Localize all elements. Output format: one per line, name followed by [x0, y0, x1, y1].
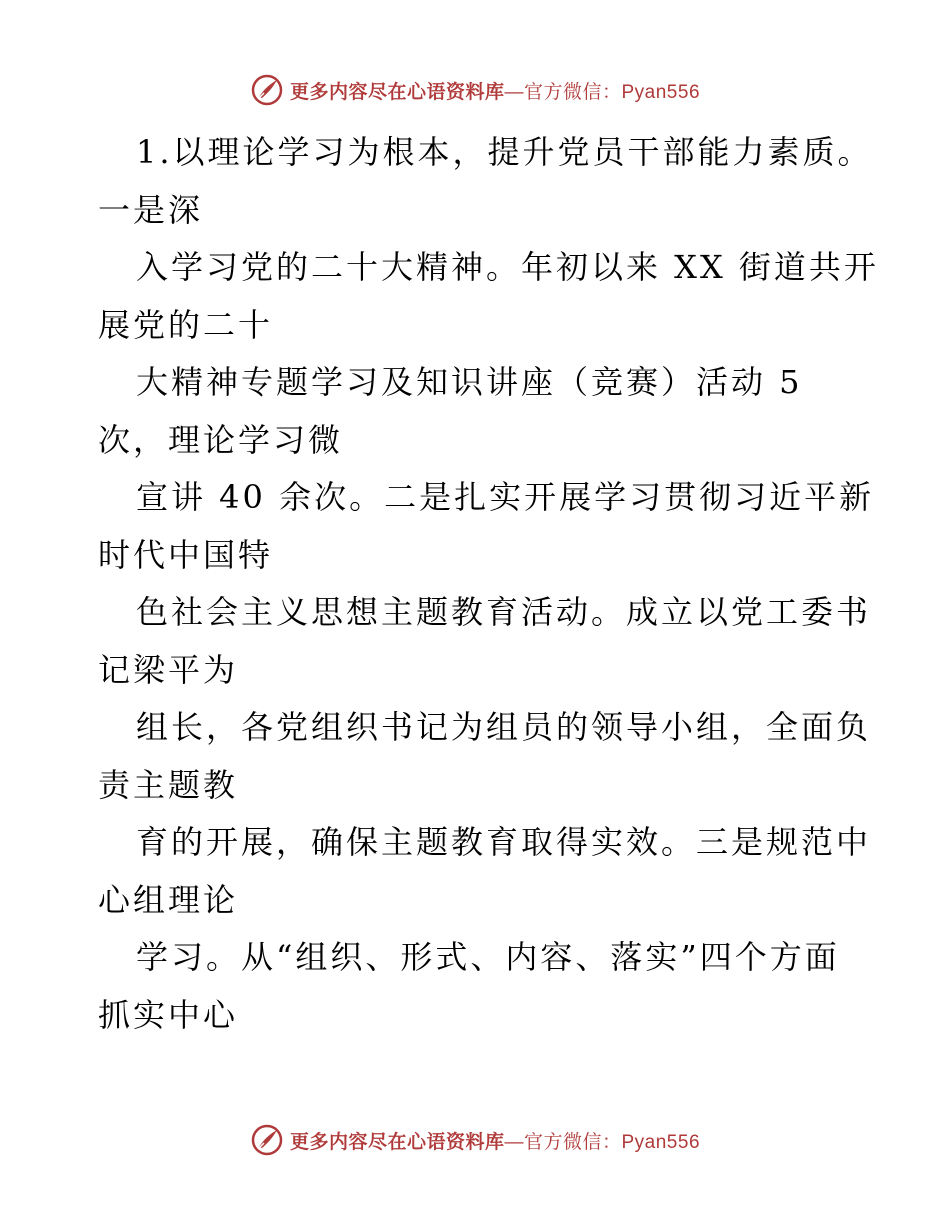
body-line: 一是深 — [98, 190, 204, 229]
feather-pen-icon — [250, 73, 284, 107]
body-line: 记梁平为 — [98, 650, 239, 689]
body-line: 抓实中心 — [98, 995, 239, 1034]
body-line: 组长，各党组织书记为组员的领导小组，全面负 — [136, 708, 872, 746]
body-line: 宣讲 40 余次。二是扎实开展学习贯彻习近平新 — [136, 478, 875, 516]
body-line: 展党的二十 — [98, 305, 274, 344]
body-line: 1.以理论学习为根本，提升党员干部能力素质。 — [136, 133, 873, 171]
body-line: 时代中国特 — [98, 535, 274, 574]
watermark-contact: —官方微信：Pyan556 — [504, 1131, 701, 1153]
watermark-brand: 更多内容尽在心语资料库 — [289, 80, 505, 103]
body-line: 学习。从“组织、形式、内容、落实”四个方面 — [136, 938, 840, 976]
body-line: 心组理论 — [98, 880, 239, 919]
body-line: 次，理论学习微 — [98, 420, 344, 459]
body-line: 入学习党的二十大精神。年初以来 XX 街道共开 — [136, 248, 879, 286]
document-body — [98, 124, 879, 1044]
header-watermark — [0, 70, 950, 110]
feather-pen-icon — [250, 1123, 284, 1157]
watermark-contact: —官方微信：Pyan556 — [504, 81, 701, 103]
body-line: 责主题教 — [98, 765, 239, 804]
watermark-brand: 更多内容尽在心语资料库 — [289, 1130, 505, 1153]
body-line: 大精神专题学习及知识讲座（竞赛）活动 5 — [136, 363, 803, 401]
body-line: 色社会主义思想主题教育活动。成立以党工委书 — [136, 593, 872, 631]
body-line: 育的开展，确保主题教育取得实效。三是规范中 — [136, 823, 872, 861]
footer-watermark — [0, 1120, 950, 1160]
